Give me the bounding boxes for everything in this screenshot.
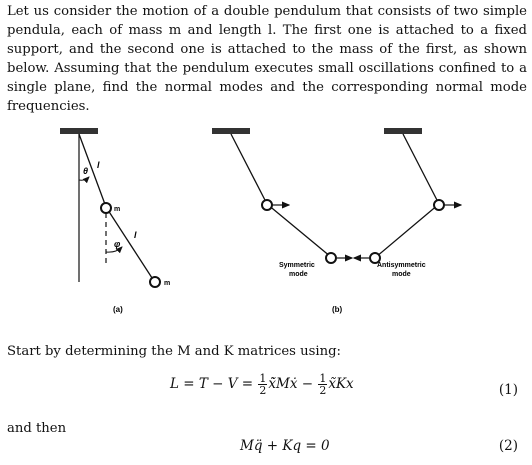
mass-1-sym bbox=[262, 200, 272, 210]
and-then-text: and then bbox=[7, 421, 67, 436]
string-upper-anti bbox=[403, 134, 439, 204]
string-upper-sym bbox=[231, 134, 267, 204]
eq1-mid: ẋ̃Mẋ − bbox=[268, 376, 318, 392]
string-lower-sym bbox=[267, 204, 331, 257]
mass-label-2: m bbox=[164, 280, 171, 287]
mass-label-1: m bbox=[114, 206, 121, 213]
eq1-rhs: x̃Kx bbox=[328, 376, 354, 392]
figure-a-label: (a) bbox=[113, 305, 123, 314]
length-label-upper: l bbox=[97, 160, 100, 170]
solution-intro: Start by determining the M and K matrices using: bbox=[7, 344, 342, 359]
equation-2-number: (2) bbox=[498, 438, 518, 454]
equation-1-number: (1) bbox=[498, 382, 518, 398]
antisymmetric-label-1: Antisymmetric bbox=[377, 262, 426, 269]
problem-statement: Let us consider the motion of a double pendulum that consists of two simple pendula, each of mass m and length l. The first one is attached to a fixed support, and the second one is attached to the mass of the first, as shown below. Assuming that the pendulum executes small oscillations confined to a single plane, find the normal modes and the corresponding normal mode frequencies. bbox=[7, 4, 527, 114]
eq1-half-2: $\frac{1}{2}$ bbox=[319, 372, 327, 397]
equation-2: Mq̈ + Kq = 0 bbox=[240, 438, 330, 454]
length-label-lower: l bbox=[134, 230, 137, 240]
theta-arc bbox=[79, 177, 89, 180]
figure-b-label: (b) bbox=[332, 305, 343, 314]
mass-2-sym bbox=[326, 253, 336, 263]
mass-1-a bbox=[101, 203, 111, 213]
fixed-support-a bbox=[60, 128, 98, 134]
symmetric-label-2: mode bbox=[289, 271, 308, 278]
fixed-support-b-right bbox=[384, 128, 422, 134]
string-lower-anti bbox=[376, 204, 439, 257]
eq1-lhs: L = T − V = bbox=[170, 376, 258, 392]
mass-2-a bbox=[150, 277, 160, 287]
equation-1 bbox=[170, 373, 354, 396]
antisymmetric-label-2: mode bbox=[392, 271, 411, 278]
theta-label: θ bbox=[83, 166, 89, 176]
mass-1-anti bbox=[434, 200, 444, 210]
fixed-support-b-left bbox=[212, 128, 250, 134]
eq1-half-1: $\frac{1}{2}$ bbox=[259, 372, 267, 397]
symmetric-label-1: Symmetric bbox=[279, 262, 315, 269]
phi-label: φ bbox=[114, 239, 121, 249]
